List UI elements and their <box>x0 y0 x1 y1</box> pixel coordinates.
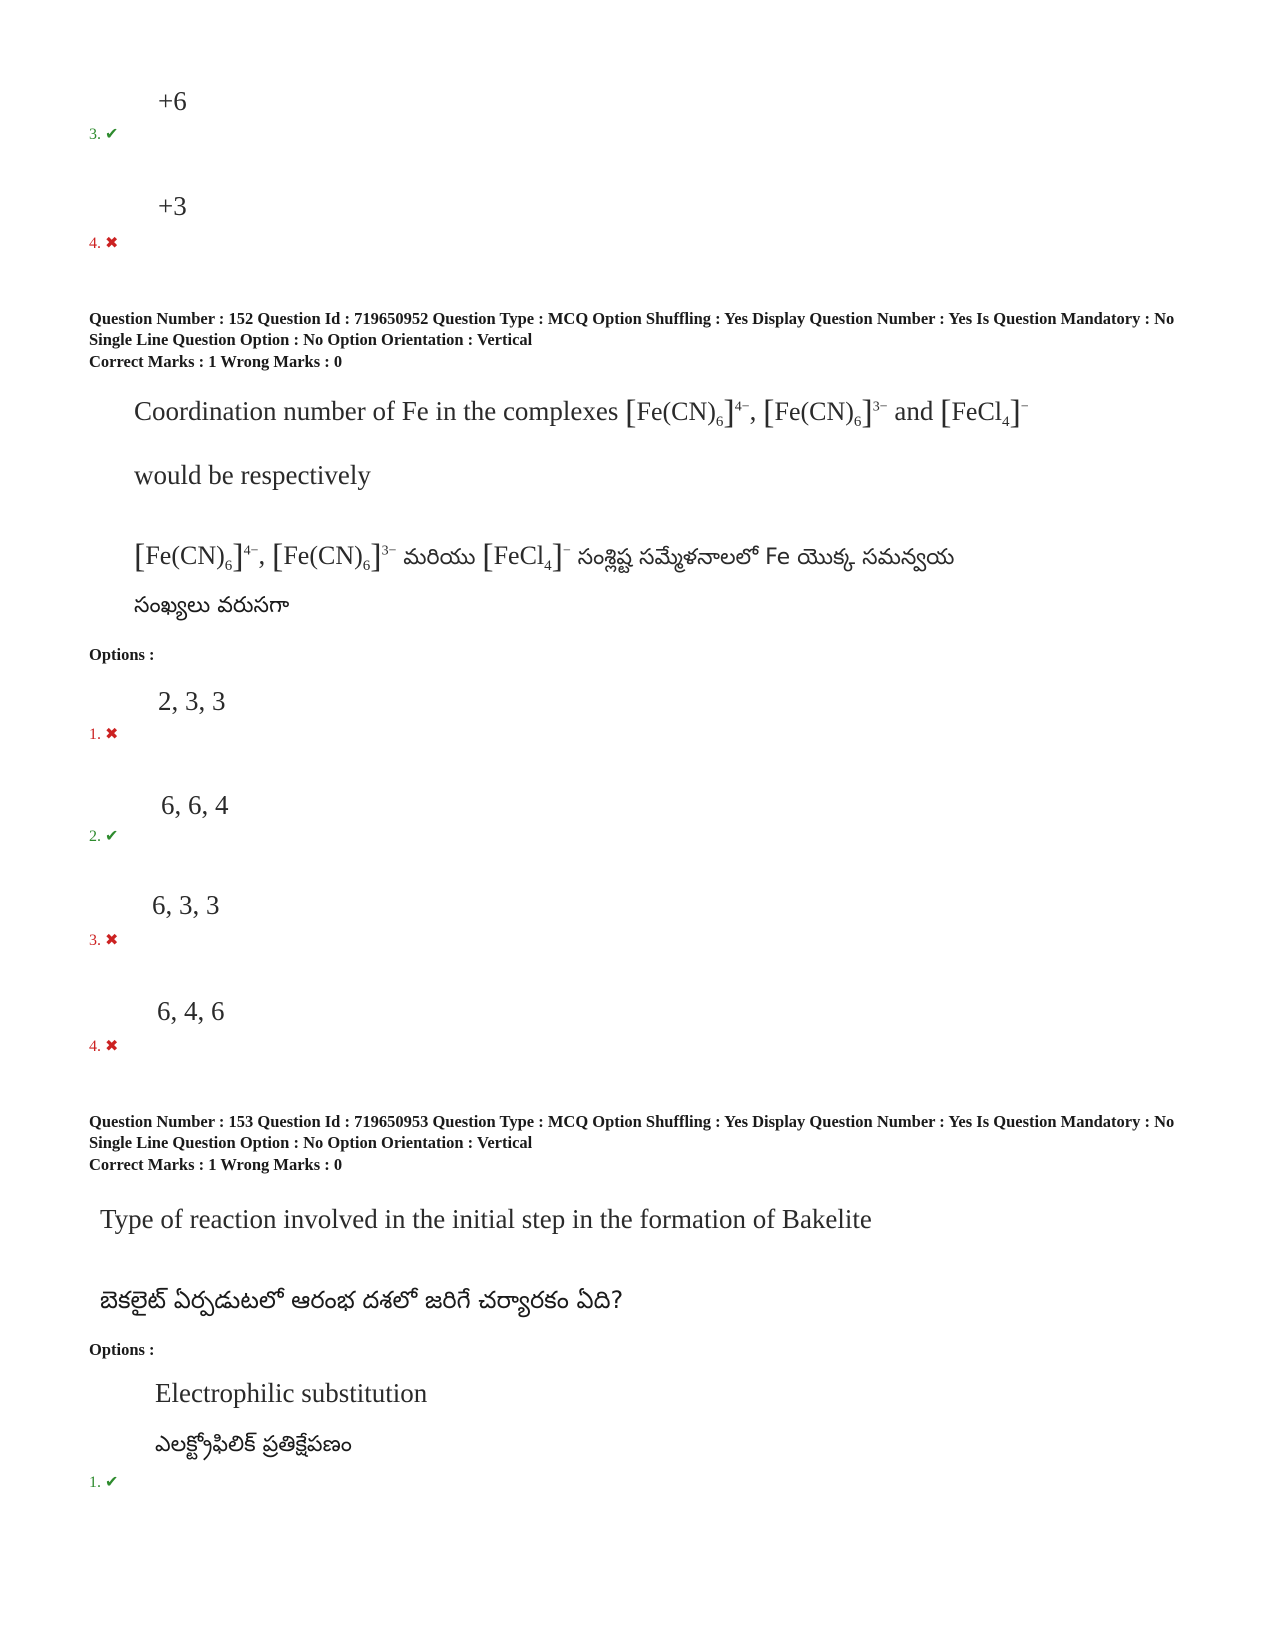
options-label: Options : <box>89 1340 155 1359</box>
telugu-and: మరియు <box>403 545 476 570</box>
option-number <box>89 1472 118 1492</box>
formula-fecn6-4: $[Fe(CN)_6]^{4-}$ <box>625 394 750 431</box>
question-text-part: Coordination number of Fe in the complexes <box>134 396 619 426</box>
question-meta: Question Number : 153 Question Id : 719650953 Question Type : MCQ Option Shuffling : Yes Display Question Number : Yes Is Question Mandatory : No Single Line Question Option : No Option Orientation : Vertical <box>89 1112 1175 1152</box>
question-text-telugu-cont: సంఖ్యలు వరుసగా <box>134 593 290 618</box>
wrong-cross-icon: ✖ <box>105 726 119 743</box>
formula-fecl4: [FeCl$_4$]− <box>482 538 571 575</box>
question-marks: Correct Marks : 1 Wrong Marks : 0 <box>89 352 343 371</box>
option-number <box>89 233 118 253</box>
wrong-cross-icon: ✖ <box>105 235 119 252</box>
question-text-english: Coordination number of Fe in the complexes $[Fe(CN)_6]^{4-}$, $[Fe(CN)_6]^{3-}$ and [FeCl$_4$]− <box>134 394 1029 431</box>
options-label: Options : <box>89 645 155 664</box>
option-number <box>89 124 118 144</box>
correct-check-icon: ✔ <box>105 126 119 143</box>
option-num-label: 3. <box>89 126 101 143</box>
formula-fecn6-3: $[Fe(CN)_6]^{3-}$ <box>763 394 888 431</box>
formula-fecn6-4: $[Fe(CN)_6]^{4-}$ <box>134 538 259 575</box>
question-text-english-cont: would be respectively <box>134 460 371 490</box>
formula-fecl4: [FeCl$_4$]− <box>940 394 1029 431</box>
option-text: Electrophilic substitution <box>155 1378 428 1408</box>
telugu-rest: సంశ్లిష్ట సమ్మేళనాలలో Fe యొక్క సమన్వయ <box>577 545 955 570</box>
option-num-label: 4. <box>89 1038 101 1055</box>
question-meta: Question Number : 152 Question Id : 719650952 Question Type : MCQ Option Shuffling : Yes Display Question Number : Yes Is Question Mandatory : No Single Line Question Option : No Option Orientation : Vertical <box>89 309 1175 349</box>
option-text: 6, 3, 3 <box>152 890 220 920</box>
correct-check-icon: ✔ <box>105 1474 119 1491</box>
question-marks: Correct Marks : 1 Wrong Marks : 0 <box>89 1155 343 1174</box>
question-text-telugu: $[Fe(CN)_6]^{4-}$, $[Fe(CN)_6]^{3-}$ మరియు [FeCl$_4$]− సంశ్లిష్ట సమ్మేళనాలలో Fe యొక్క సమన్వయ <box>134 538 955 575</box>
option-number <box>89 826 118 846</box>
option-number <box>89 724 118 744</box>
option-num-label: 3. <box>89 932 101 949</box>
option-text: +3 <box>158 191 187 221</box>
option-number <box>89 1036 118 1056</box>
option-text: 2, 3, 3 <box>158 686 226 716</box>
option-text: +6 <box>158 86 187 116</box>
option-num-label: 1. <box>89 726 101 743</box>
question-text-english: Type of reaction involved in the initial step in the formation of Bakelite <box>100 1204 872 1234</box>
wrong-cross-icon: ✖ <box>105 932 119 949</box>
wrong-cross-icon: ✖ <box>105 1038 119 1055</box>
question-text-and: and <box>894 396 934 426</box>
correct-check-icon: ✔ <box>105 828 119 845</box>
option-num-label: 1. <box>89 1474 101 1491</box>
option-text: 6, 4, 6 <box>157 996 225 1026</box>
question-text-telugu: బెకలైట్ ఏర్పడుటలో ఆరంభ దశలో జరిగే చర్యారకం ఏది? <box>100 1286 624 1314</box>
formula-fecn6-3: $[Fe(CN)_6]^{3-}$ <box>272 538 397 575</box>
option-num-label: 2. <box>89 828 101 845</box>
option-text: 6, 6, 4 <box>161 790 229 820</box>
option-number <box>89 930 118 950</box>
option-num-label: 4. <box>89 235 101 252</box>
option-text-telugu: ఎలక్ట్రోఫిలిక్ ప్రతిక్షేపణం <box>155 1432 352 1457</box>
